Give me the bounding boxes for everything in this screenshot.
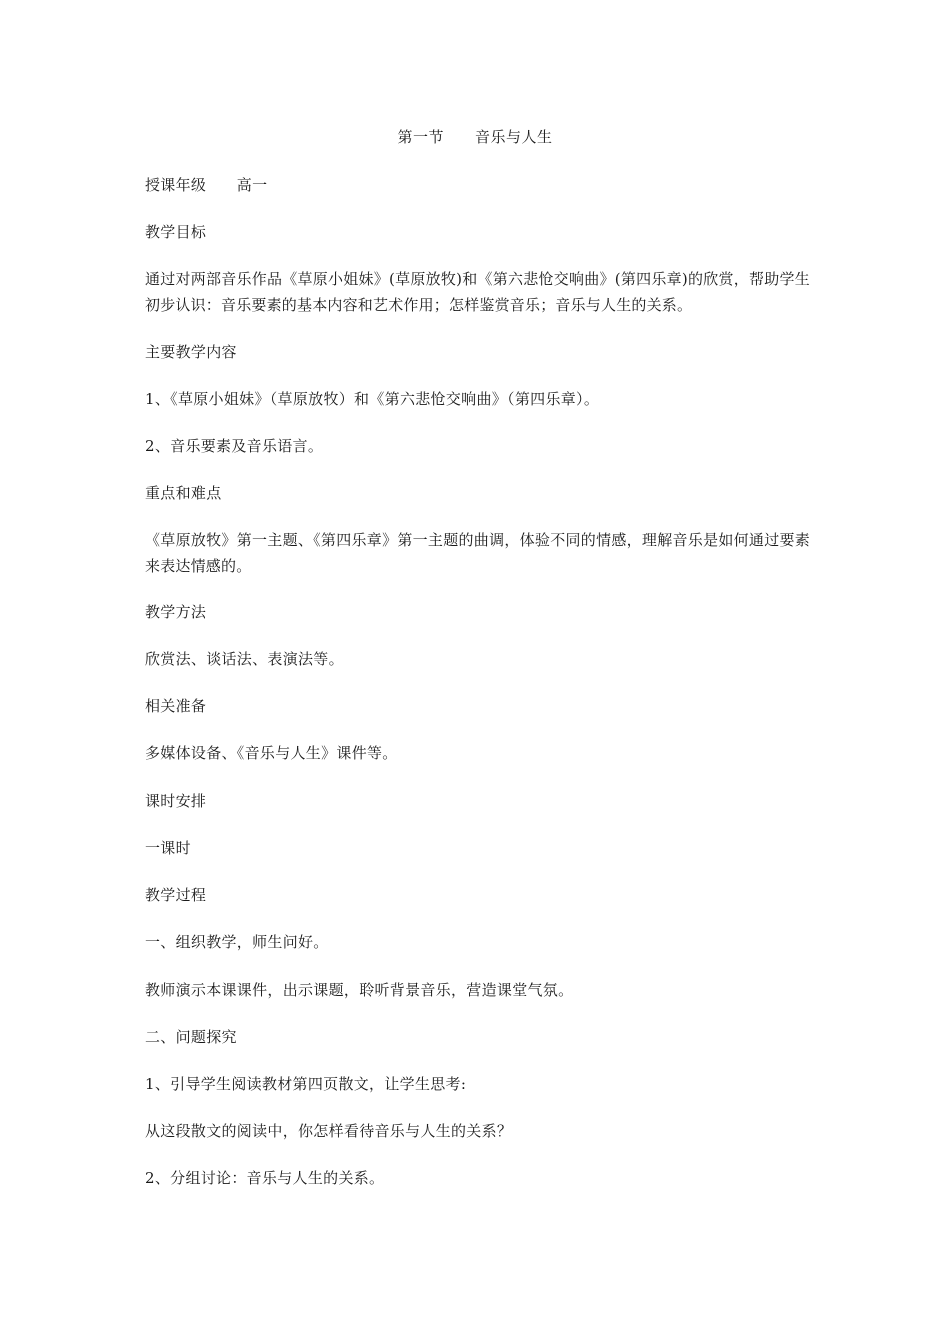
process-step-2-question: 从这段散文的阅读中，你怎样看待音乐与人生的关系？ [145,1122,513,1140]
document-title: 第一节 音乐与人生 [397,128,553,146]
process-heading: 教学过程 [145,886,207,904]
process-step-2: 二、问题探究 [145,1028,237,1046]
prep-heading: 相关准备 [145,697,207,715]
prep-text: 多媒体设备、《音乐与人生》课件等。 [145,744,398,762]
focus-heading: 重点和难点 [145,484,222,502]
content-item-1: 1、《草原小姐妹》（草原放牧）和《第六悲怆交响曲》（第四乐章）。 [145,390,600,408]
process-step-1-detail: 教师演示本课课件，出示课题，聆听背景音乐，营造课堂气氛。 [145,981,574,999]
schedule-heading: 课时安排 [145,792,207,810]
process-step-2-item-2: 2、分组讨论：音乐与人生的关系。 [145,1169,385,1187]
content-heading: 主要教学内容 [145,343,237,361]
process-step-2-item-1: 1、引导学生阅读教材第四页散文，让学生思考: [145,1075,467,1093]
grade-line: 授课年级 高一 [145,176,268,194]
content-item-2: 2、音乐要素及音乐语言。 [145,437,324,455]
schedule-text: 一课时 [145,839,191,857]
focus-text: 《草原放牧》第一主题、《第四乐章》第一主题的曲调，体验不同的情感，理解音乐是如何通过要素来表达情感的。 [145,531,810,575]
method-heading: 教学方法 [145,603,207,621]
process-step-1: 一、组织教学，师生问好。 [145,933,329,951]
objective-text: 通过对两部音乐作品《草原小姐妹》(草原放牧)和《第六悲怆交响曲》(第四乐章)的欣赏，帮助学生初步认识：音乐要素的基本内容和艺术作用；怎样鉴赏音乐；音乐与人生的关系。 [145,270,810,314]
objective-heading: 教学目标 [145,223,207,241]
method-text: 欣赏法、谈话法、表演法等。 [145,650,344,668]
